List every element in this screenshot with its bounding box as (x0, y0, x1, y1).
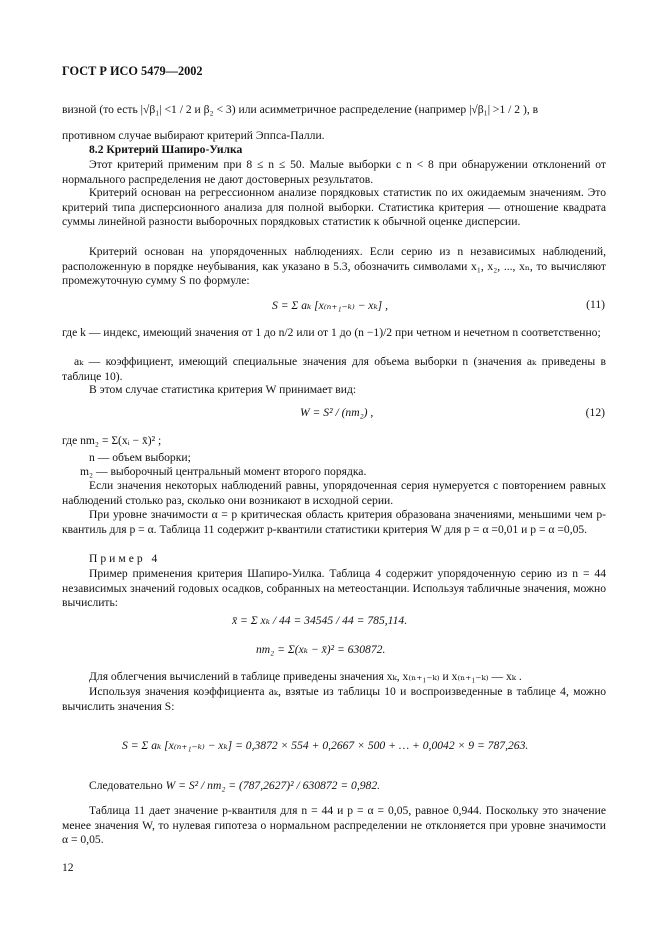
paragraph-w-intro: В этом случае статистика критерия W принимает вид: (89, 383, 357, 396)
example-label: Пример 4 (89, 552, 161, 565)
formula-11: S = Σ aₖ [x₍ₙ₊₁₋ₖ₎ − xₖ] , (272, 299, 388, 312)
paragraph-ordered: Критерий основан на упорядоченных наблюдениях. Если серию из n независимых наблюдений, расположенную в порядке неубывания, как указано в 5.3, обозначить символами x₁, x₂, ..., xₙ, то вычисляют промежуточную сумму S по формуле: (62, 245, 606, 288)
paragraph-conclusion: Таблица 11 дает значение p-квантиля для n = 44 и p = α = 0,05, равное 0,944. Поскольку это значение менее значения W, то нулевая гипотеза о нормальном распределении не отклоняется при уровне значимости α = 0,05. (62, 804, 606, 847)
formula-w-calc: W = S² / nm₂ = (787,2627)² / 630872 = 0,982. (165, 779, 381, 792)
definition-m2: m₂ — выборочный центральный момент второго порядка. (80, 465, 367, 478)
formula-number-12: (12) (585, 406, 605, 419)
page-number: 12 (62, 861, 74, 874)
paragraph-example: Пример применения критерия Шапиро-Уилка. Таблица 4 содержит упорядоченную серию из n = 44 независимых значений годовых осадков, собранных на метеостанции. Используя табличные значения, можно вычислить: (62, 567, 606, 610)
formula-w-calc-line (62, 779, 606, 794)
paragraph-equal: Если значения некоторых наблюдений равны, упорядоченная серия нумеруется с повторением равных наблюдений столько раз, сколько они возникают в исходной серии. (62, 479, 606, 507)
document-header: ГОСТ Р ИСО 5479—2002 (62, 64, 203, 78)
paragraph-coef: Используя значения коэффициента aₖ, взятые из таблицы 10 и воспроизведенные в таблице 4, можно вычислить значения S: (62, 685, 606, 713)
paragraph-tables: Для облегчения вычислений в таблице приведены значения xₖ, x₍ₙ₊₁₋ₖ₎ и x₍ₙ₊₁₋ₖ₎ — xₖ . (89, 670, 522, 683)
formula-nm2: nm₂ = Σ(xₖ − x̄)² = 630872. (256, 643, 386, 656)
paragraph-where-k: где k — индекс, имеющий значения от 1 до n/2 или от 1 до (n −1)/2 при четном и нечетном n соответственно; (62, 326, 601, 339)
paragraph-where-a: aₖ — коэффициент, имеющий специальные значения для объема выборки n (значения aₖ приведены в таблице 10). (62, 355, 606, 383)
formula-mean: x̄ = Σ xₖ / 44 = 34545 / 44 = 785,114. (232, 614, 408, 627)
formula-s-calc: S = Σ aₖ [x₍ₙ₊₁₋ₖ₎ − xₖ] = 0,3872 × 554 + 0,2667 × 500 + … + 0,0042 × 9 = 787,263. (122, 739, 529, 752)
text-line: противном случае выбирают критерий Эппса-Палли. (62, 129, 325, 142)
section-heading: 8.2 Критерий Шапиро-Уилка (89, 143, 243, 156)
w-calc-prefix: Следовательно (89, 779, 163, 792)
paragraph-continuation (62, 101, 606, 145)
paragraph-significance: При уровне значимости α = p критическая область критерия образована значениями, меньшими чем p-квантиль для p = α. Таблица 11 содержит p-квантили статистики критерия W для p = α =0,01 и p = α =0,05. (62, 508, 606, 536)
formula-12: W = S² / (nm₂) , (300, 406, 374, 419)
paragraph-where-nm2: где nm₂ = Σ(xᵢ − x̄)² ; (62, 434, 162, 447)
text-line: визной (то есть |√β₁| <1 / 2 и β₂ < 3) или асимметричное распределение (например |√β₁| >1 / 2 ), в (62, 103, 539, 116)
paragraph-regression: Критерий основан на регрессионном анализе порядковых статистик по их ожидаемым значениям. Это критерий типа дисперсионного анализа для полной выборки. Статистика критерия — отношение квадрата суммы линейной разности выборочных порядковых статистик к обычной оценке дисперсии. (62, 186, 606, 229)
definition-n: n — объем выборки; (89, 451, 191, 464)
paragraph-applicability: Этот критерий применим при 8 ≤ n ≤ 50. Малые выборки с n < 8 при обнаружении отклонений от нормального распределения не дают достоверных результатов. (62, 158, 606, 186)
formula-number-11: (11) (586, 298, 605, 311)
